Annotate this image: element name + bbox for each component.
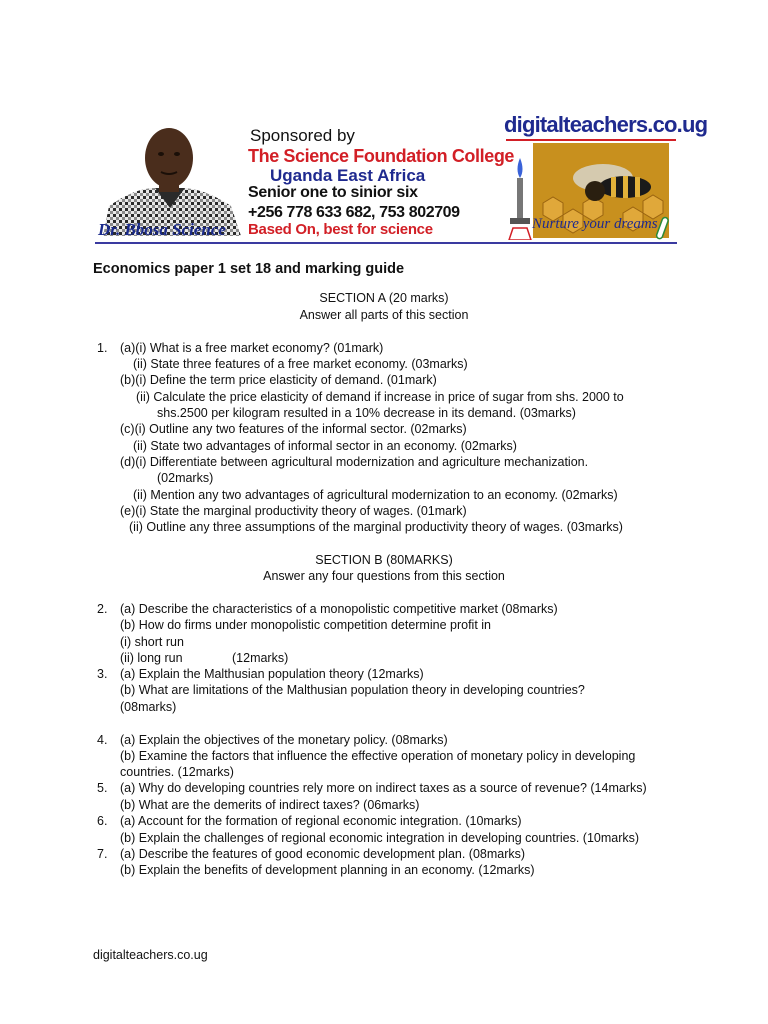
question-line: (ii) Outline any three assumptions of the marginal productivity theory of wages. (03marks) [129, 520, 623, 534]
footer-site: digitalteachers.co.ug [93, 948, 208, 962]
author-photo [95, 118, 245, 236]
bunsen-burner-icon [505, 148, 535, 240]
question-line: (b)(i) Define the term price elasticity of demand. (01mark) [120, 373, 437, 387]
question-line: (ii) long run [120, 651, 183, 665]
question-line: (b) How do firms under monopolistic competition determine profit in [120, 618, 491, 632]
question-line: (02marks) [157, 471, 214, 485]
question-line: (d)(i) Differentiate between agricultural modernization and agriculture mechanization. [120, 455, 589, 469]
question-line: (ii) Calculate the price elasticity of demand if increase in price of sugar from shs. 2000 to [136, 390, 624, 404]
nurture-slogan: Nurture your dreams [532, 216, 658, 232]
question-line: (a) Account for the formation of regional economic integration. (10marks) [120, 814, 522, 828]
question-line: (b) What are limitations of the Malthusian population theory in developing countries? [120, 683, 585, 697]
banner-divider [95, 242, 677, 244]
motto-text: Based On, best for science [248, 221, 433, 238]
question-number-5: 5. [97, 781, 108, 795]
question-line: (a) Explain the objectives of the monetary policy. (08marks) [120, 733, 448, 747]
question-number-4: 4. [97, 733, 108, 747]
sponsored-label: Sponsored by [250, 126, 355, 145]
question-line: (a)(i) What is a free market economy? (01mark) [120, 341, 384, 355]
section-b-heading: SECTION B (80MARKS) [315, 553, 453, 567]
test-tube-icon [654, 216, 670, 242]
region-text: Uganda East Africa [270, 166, 426, 185]
phone-text: +256 778 633 682, 753 802709 [248, 204, 460, 221]
page-title: Economics paper 1 set 18 and marking guide [93, 261, 405, 277]
site-underline [506, 139, 676, 141]
question-line: (ii) State three features of a free market economy. (03marks) [133, 357, 468, 371]
sponsor-banner [95, 108, 708, 246]
question-line: (a) Describe the features of good economic development plan. (08marks) [120, 847, 526, 861]
question-line: countries. (12marks) [120, 765, 234, 779]
question-line: (a) Describe the characteristics of a monopolistic competitive market (08marks) [120, 602, 558, 616]
section-a-instruction: Answer all parts of this section [299, 308, 469, 322]
question-line: (08marks) [120, 700, 177, 714]
question-line: (b) Explain the challenges of regional economic integration in developing countries. (10marks) [120, 831, 640, 845]
question-number-6: 6. [97, 814, 108, 828]
college-name: The Science Foundation College [248, 146, 515, 166]
question-number-2: 2. [97, 602, 108, 616]
question-line: (i) short run [120, 635, 184, 649]
signature-text: Dr. Bbosa Science [98, 220, 226, 239]
question-line: (b) Examine the factors that influence the effective operation of monetary policy in developing [120, 749, 636, 763]
question-number-3: 3. [97, 667, 108, 681]
levels-text: Senior one to sinior six [248, 184, 418, 201]
question-line: shs.2500 per kilogram resulted in a 10% decrease in its demand. (03marks) [157, 406, 576, 420]
question-line: (ii) Mention any two advantages of agricultural modernization to an economy. (02marks) [133, 488, 618, 502]
question-number-7: 7. [97, 847, 108, 861]
question-line: (12marks) [232, 651, 289, 665]
section-b-instruction: Answer any four questions from this section [263, 569, 505, 583]
question-number-1: 1. [97, 341, 108, 355]
question-line: (b) What are the demerits of indirect taxes? (06marks) [120, 798, 420, 812]
question-line: (c)(i) Outline any two features of the informal sector. (02marks) [120, 422, 467, 436]
question-line: (a) Explain the Malthusian population theory (12marks) [120, 667, 424, 681]
question-line: (e)(i) State the marginal productivity theory of wages. (01mark) [120, 504, 467, 518]
site-logo-text: digitalteachers.co.ug [504, 112, 708, 137]
question-line: (a) Why do developing countries rely more on indirect taxes as a source of revenue? (14marks) [120, 781, 647, 795]
question-line: (ii) State two advantages of informal sector in an economy. (02marks) [133, 439, 517, 453]
question-line: (b) Explain the benefits of development planning in an economy. (12marks) [120, 863, 535, 877]
section-a-heading: SECTION A (20 marks) [319, 291, 449, 305]
